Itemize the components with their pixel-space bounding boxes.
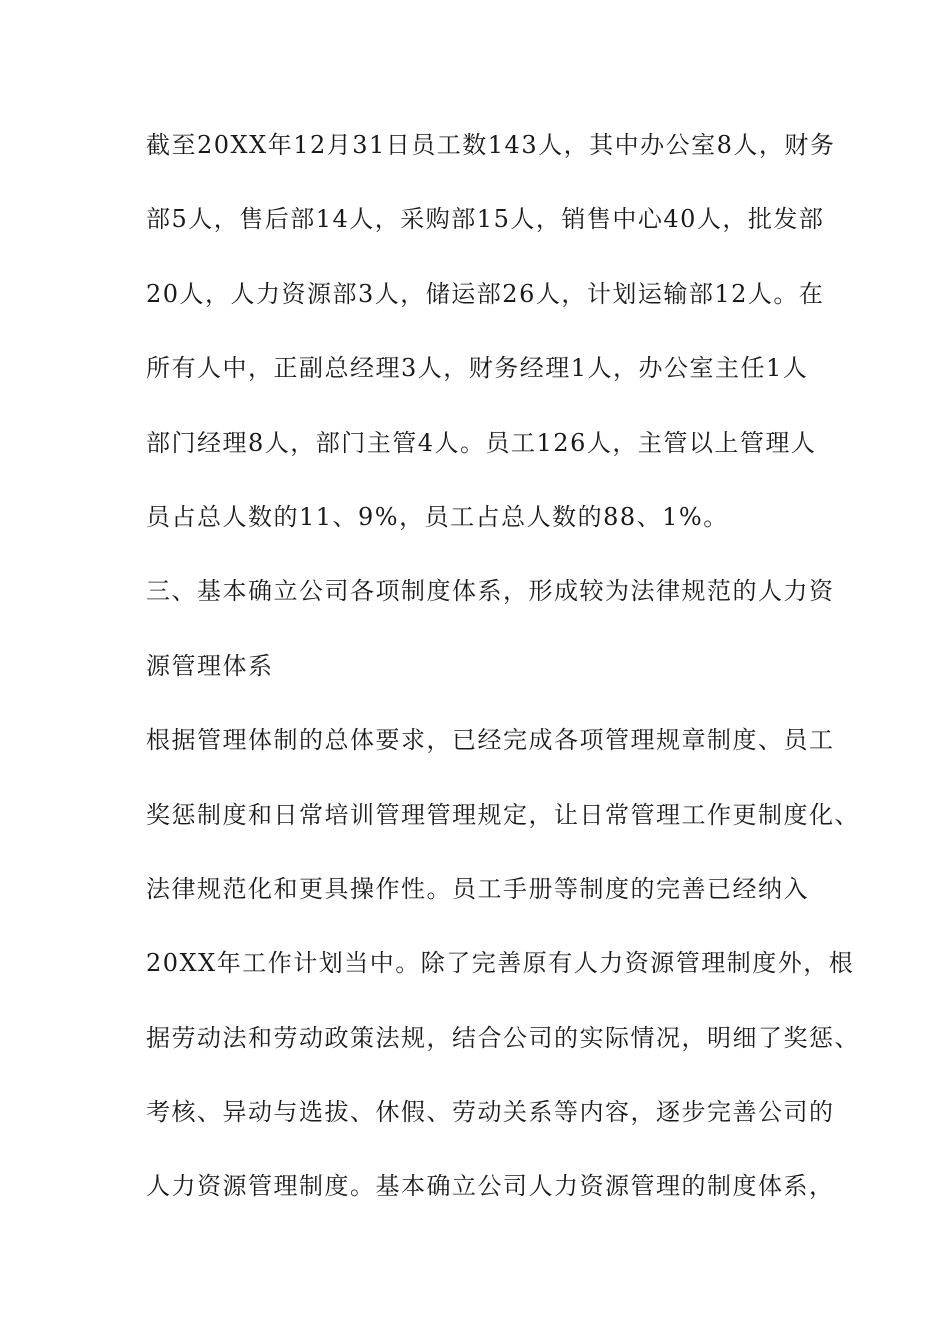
paragraph-line: 所有人中，正副总经理3人，财务经理1人，办公室主任1人 [146,354,809,383]
paragraph-line: 20人，人力资源部3人，储运部26人，计划运输部12人。在 [146,279,825,308]
paragraph-line: 人力资源管理制度。基本确立公司人力资源管理的制度体系， [146,1172,835,1201]
paragraph-line: 部门经理8人，部门主管4人。员工126人，主管以上管理人 [146,428,817,457]
paragraph-line: 考核、异动与选拔、休假、劳动关系等内容，逐步完善公司的 [146,1098,835,1127]
paragraph-line: 20XX年工作计划当中。除了完善原有人力资源管理制度外，根 [146,949,855,978]
paragraph-line: 法律规范化和更具操作性。员工手册等制度的完善已经纳入 [146,874,809,903]
section-heading: 三、基本确立公司各项制度体系，形成较为法律规范的人力资 [146,577,835,606]
document-body [146,131,860,1249]
paragraph-line: 部5人，售后部14人，采购部15人，销售中心40人，批发部 [146,205,825,234]
paragraph-line: 奖惩制度和日常培训管理管理规定，让日常管理工作更制度化、 [146,800,860,829]
paragraph-line: 截至20XX年12月31日员工数143人，其中办公室8人，财务 [146,131,836,159]
paragraph-line: 根据管理体制的总体要求，已经完成各项管理规章制度、员工 [146,726,835,755]
section-heading: 源管理体系 [146,651,274,680]
paragraph-line: 员占总人数的11、9%，员工占总人数的88、1%。 [146,502,729,531]
paragraph-line: 据劳动法和劳动政策法规，结合公司的实际情况，明细了奖惩、 [146,1023,860,1052]
